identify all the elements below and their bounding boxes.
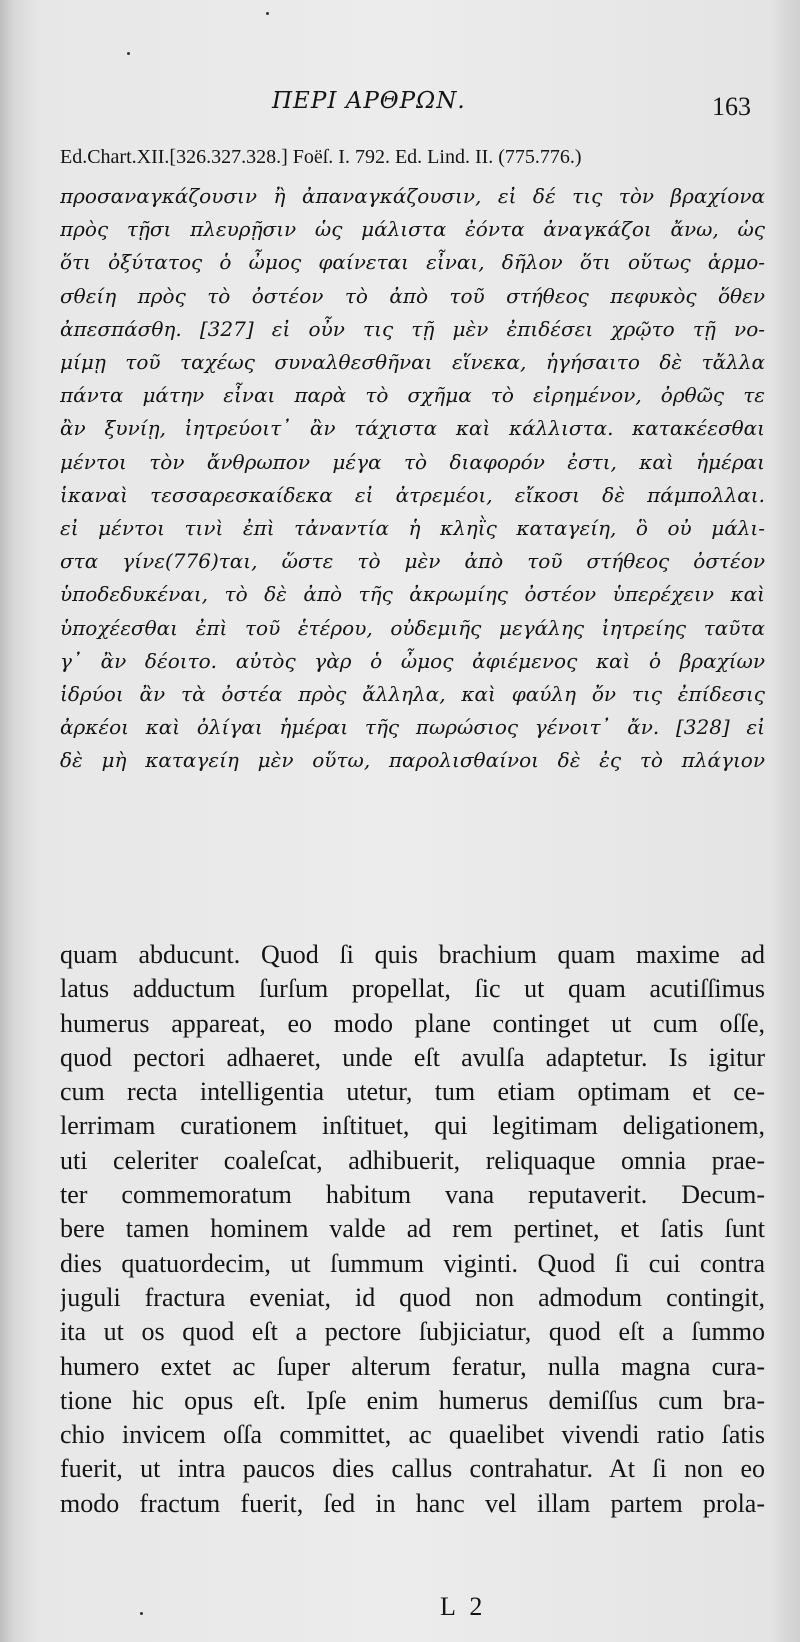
greek-text-line: εἰ μέντοι τινὶ ἐπὶ τἀναντία ἡ κληῒς καταγείη, ὃ οὐ μάλι- [60, 516, 765, 541]
greek-text-line: μέντοι τὸν ἄνθρωπον μέγα τὸ διαφορόν ἐστι, καὶ ἡμέραι [60, 449, 765, 474]
latin-text-line: modo fractum fuerit, ſed in hanc vel illam partem prola- [60, 1488, 765, 1518]
greek-text-line: ἱδρύοι ἂν τὰ ὀστέα πρὸς ἄλληλα, καὶ φαύλη ὄν τις ἐπίδεσις [60, 682, 765, 707]
latin-text-line: humero extet ac ſuper alterum feratur, nulla magna cura- [60, 1351, 765, 1381]
running-title: ΠΕΡΙ ΑΡΘΡΩΝ. [272, 88, 466, 114]
latin-text-line: ter commemoratum habitum vana reputaverit. Decum- [60, 1180, 765, 1210]
greek-text-line: πρὸς τῇσι πλευρῇσιν ὡς μάλιστα ἐόντα ἀναγκάζοι ἄνω, ὡς [60, 217, 765, 242]
greek-text-line: ἀπεσπάσθη. [327] εἰ οὖν τις τῇ μὲν ἐπιδέσει χρῷτο τῇ νο- [60, 316, 765, 341]
greek-text-line: προσαναγκάζουσιν ἢ ἀπαναγκάζουσιν, εἰ δέ τις τὸν βραχίονα [60, 184, 765, 208]
greek-text-line: ἱκαναὶ τεσσαρεσκαίδεκα εἰ ἀτρεμέοι, εἴκοσι δὲ πάμπολλαι. [60, 482, 765, 507]
latin-text-line: quam abducunt. Quod ſi quis brachium quam maxime ad [60, 940, 765, 969]
latin-text-line: cum recta intelligentia utetur, tum etiam optimam et ce- [60, 1077, 765, 1107]
running-head [0, 88, 800, 128]
print-speck [266, 12, 269, 15]
latin-text-block [60, 938, 765, 1521]
greek-text-line: ὅτι ὀξύτατος ὁ ὦμος φαίνεται εἶναι, δῆλον ὅτι οὕτως ἁρμο- [60, 250, 765, 275]
latin-text-line: ita ut os quod eſt a pectore ſubjiciatur, quod eſt a ſummo [60, 1317, 765, 1347]
latin-text-line: juguli fractura eveniat, id quod non admodum contingit, [60, 1282, 765, 1312]
greek-text-line: μίμῃ τοῦ ταχέως συναλθεσθῆναι εἵνεκα, ἡγήσαιτο δὲ τἄλλα [60, 350, 765, 375]
print-speck [127, 52, 130, 55]
latin-text-line: chio invicem oſſa committet, ac quaelibet vivendi ratio ſatis [60, 1420, 765, 1450]
latin-text-line: uti celeriter coaleſcat, adhibuerit, reliquaque omnia prae- [60, 1145, 765, 1175]
greek-text-line: ἀρκέοι καὶ ὀλίγαι ἡμέραι τῆς πωρώσιος γένοιτ᾽ ἄν. [328] εἰ [60, 715, 765, 740]
latin-text-line: humerus appareat, eo modo plane continget ut cum oſſe, [60, 1008, 765, 1038]
edition-references: Ed.Chart.XII.[326.327.328.] Foëſ. I. 792. Ed. Lind. II. (775.776.) [60, 146, 582, 168]
signature-mark: L 2 [440, 1592, 487, 1621]
greek-text-line: δὲ μὴ καταγείη μὲν οὕτω, παρολισθαίνοι δὲ ἐς τὸ πλάγιον [60, 748, 765, 773]
greek-text-block [60, 180, 765, 778]
latin-text-line: lerrimam curationem inſtituet, qui legitimam deligationem, [60, 1111, 765, 1141]
page-number: 163 [712, 92, 751, 121]
greek-text-line: γ᾽ ἂν δέοιτο. αὐτὸς γὰρ ὁ ὦμος ἀφιέμενος καὶ ὁ βραχίων [60, 648, 765, 673]
latin-text-line: fuerit, ut intra paucos dies callus contrahatur. At ſi non eo [60, 1454, 765, 1484]
latin-text-line: dies quatuordecim, ut ſummum viginti. Quod ſi cui contra [60, 1248, 765, 1278]
print-speck [140, 1612, 143, 1615]
greek-text-line: σθείη πρὸς τὸ ὀστέον τὸ ἀπὸ τοῦ στήθεος πεφυκὸς ὅθεν [60, 283, 765, 308]
greek-text-line: ἂν ξυνίῃ, ἰητρεύοιτ᾽ ἂν τάχιστα καὶ κάλλιστα. κατακέεσθαι [60, 416, 765, 441]
greek-text-line: ὑποδεδυκέναι, τὸ δὲ ἀπὸ τῆς ἀκρωμίης ὀστέον ὑπερέχειν καὶ [60, 582, 765, 607]
latin-text-line: quod pectori adhaeret, unde eſt avulſa adaptetur. Is igitur [60, 1042, 765, 1072]
latin-text-line: latus adductum ſurſum propellat, ſic ut quam acutiſſimus [60, 974, 765, 1004]
greek-text-line: στα γίνε(776)ται, ὥστε τὸ μὲν ἀπὸ τοῦ στήθεος ὀστέον [60, 549, 765, 574]
latin-text-line: bere tamen hominem valde ad rem pertinet, et ſatis ſunt [60, 1214, 765, 1244]
greek-text-line: πάντα μάτην εἶναι παρὰ τὸ σχῆμα τὸ εἰρημένον, ὀρθῶς τε [60, 383, 765, 408]
greek-text-line: ὑποχέεσθαι ἐπὶ τοῦ ἑτέρου, οὐδεμιῆς μεγάλης ἰητρείης ταῦτα [60, 615, 765, 640]
latin-text-line: tione hic opus eſt. Ipſe enim humerus demiſſus cum bra- [60, 1385, 765, 1415]
